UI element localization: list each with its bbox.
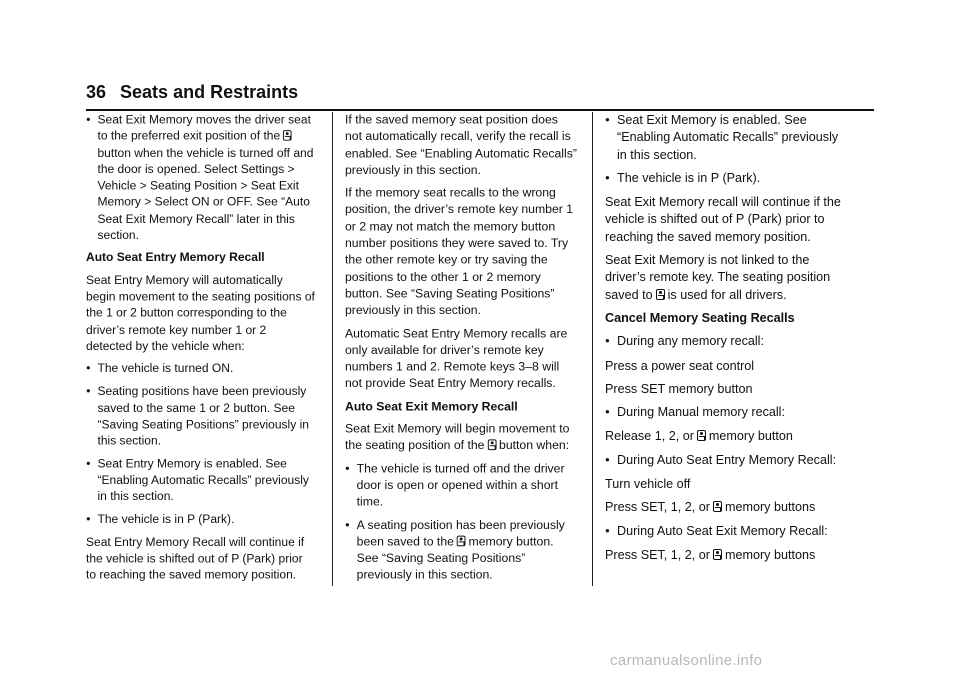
bullet-item (345, 517, 578, 584)
bullet-item (86, 112, 315, 244)
exit-memory-seat-icon (487, 440, 496, 451)
bullet-item (86, 384, 315, 450)
bullet-item (605, 333, 845, 351)
bullet-icon (605, 112, 617, 164)
paragraph: If the memory seat recalls to the wrong position, the driver’s remote key number 1 or 2 may not match the memory button number positions they were saved to. Try the other remote key or try saving the positions to the other 1 or 2 memory button. See “Saving Seating Positions” previously in this section. (345, 186, 574, 318)
exit-memory-seat-icon (713, 549, 722, 560)
bullet-item (605, 452, 845, 470)
bullet-icon (605, 452, 617, 470)
paragraph: Seat Exit Memory recall will continue if the vehicle is shifted out of P (Park) prior to reaching the saved memory position. (605, 195, 841, 244)
bullet-item (345, 460, 578, 510)
bullet-text: button when the vehicle is turned off and the door is opened. Select Settings > Vehicle > Seating Position > Seat Exit Memory > Select ON or OFF. See “Auto Seat Exit Memory Recall” later in this section. (97, 146, 314, 243)
bullet-item (605, 170, 845, 188)
sub-step (605, 547, 845, 564)
bullet-text: The vehicle is turned off and the driver door is open or opened within a short time. (356, 461, 565, 509)
sub-step (605, 428, 845, 445)
paragraph (605, 252, 845, 304)
paragraph: If the saved memory seat position does not automatically recall, verify the recall is enabled. See “Enabling Automatic Recalls” previously in this section. (345, 112, 577, 177)
sub-step-text: Release 1, 2, or (605, 429, 694, 444)
column-3 (605, 112, 845, 570)
exit-memory-seat-icon (697, 430, 706, 441)
paragraph-text: Seat Exit Memory is not linked to the driver’s remote key. The seating position saved to (605, 253, 831, 302)
watermark: carmanualsonline.info (610, 652, 763, 669)
page-header (86, 82, 874, 111)
sub-step: Press SET memory button (605, 381, 753, 396)
bullet-icon (605, 523, 617, 541)
bullet-item (86, 361, 315, 378)
sub-step-text: Press SET, 1, 2, or (605, 547, 710, 562)
column-2 (345, 112, 578, 590)
bullet-icon (345, 460, 357, 510)
sub-step: Turn vehicle off (605, 477, 691, 492)
bullet-icon (605, 333, 617, 351)
bullet-item (605, 112, 845, 164)
bullet-item (605, 523, 845, 541)
paragraph: Automatic Seat Entry Memory recalls are only available for driver’s remote key numbers 1 and 2. Remote keys 3–8 will not provide Seat Entry Memory recalls. (345, 326, 568, 391)
bullet-icon (86, 511, 97, 528)
bullet-text: The vehicle is in P (Park). (97, 512, 235, 526)
page-number: 36 (86, 82, 107, 102)
bullet-icon (86, 384, 97, 450)
bullet-text: The vehicle is turned ON. (97, 361, 234, 376)
column-divider (332, 112, 333, 586)
bullet-text: The vehicle is in P (Park). (617, 170, 761, 185)
sub-step (605, 499, 845, 516)
sub-step: Press a power seat control (605, 358, 755, 373)
header-text (86, 82, 874, 103)
bullet-icon (86, 112, 97, 244)
subheading: Cancel Memory Seating Recalls (605, 310, 795, 325)
bullet-text: Seat Exit Memory moves the driver seat to the preferred exit position of the (97, 112, 311, 143)
bullet-text: Seat Entry Memory is enabled. See “Enabling Automatic Recalls” previously in this section. (97, 456, 309, 504)
sub-step-text: memory buttons (725, 547, 816, 562)
paragraph-text: Seat Exit Memory will begin movement to the seating position of the (345, 421, 570, 453)
bullet-text: During Auto Seat Entry Memory Recall: (617, 452, 837, 467)
exit-memory-seat-icon (656, 289, 665, 300)
subheading: Auto Seat Entry Memory Recall (86, 250, 265, 265)
bullet-icon (345, 517, 357, 584)
paragraph-text: is used for all drivers. (667, 287, 787, 302)
column-divider (592, 112, 593, 586)
bullet-icon (86, 456, 97, 506)
bullet-text: During Manual memory recall: (617, 405, 785, 420)
bullet-text: During Auto Seat Exit Memory Recall: (617, 523, 828, 538)
bullet-text: A seating position has been previously been saved to the (356, 517, 565, 549)
exit-memory-seat-icon (457, 535, 466, 546)
bullet-icon (86, 361, 97, 378)
header-rule (86, 109, 874, 111)
paragraph: Seat Entry Memory will automatically begin movement to the seating positions of the 1 or 2 button corresponding to the driver’s remote key number 1 or 2 detected by the vehicle when: (86, 273, 315, 353)
bullet-icon (605, 404, 617, 422)
bullet-icon (605, 170, 617, 188)
bullet-item (86, 511, 315, 528)
subheading: Auto Seat Exit Memory Recall (345, 399, 518, 413)
paragraph: Seat Entry Memory Recall will continue if the vehicle is shifted out of P (Park) prior to reaching the saved memory position. (86, 535, 305, 582)
exit-memory-seat-icon (713, 501, 722, 512)
bullet-text: During any memory recall: (617, 334, 764, 349)
section-title: Seats and Restraints (120, 82, 299, 102)
paragraph (345, 421, 578, 455)
sub-step-text: memory button (708, 429, 793, 444)
bullet-text: Seat Exit Memory is enabled. See “Enabling Automatic Recalls” previously in this section. (617, 113, 839, 162)
sub-step-text: memory buttons (725, 500, 816, 515)
bullet-text: Seating positions have been previously saved to the same 1 or 2 button. See “Saving Seating Positions” previously in this section. (97, 384, 309, 448)
bullet-text: memory button. See “Saving Seating Positions” previously in this section. (356, 534, 554, 582)
bullet-item (86, 456, 315, 506)
exit-memory-seat-icon (283, 130, 292, 141)
bullet-item (605, 404, 845, 422)
column-1 (86, 112, 315, 590)
sub-step-text: Press SET, 1, 2, or (605, 500, 710, 515)
paragraph-text: button when: (499, 438, 570, 453)
